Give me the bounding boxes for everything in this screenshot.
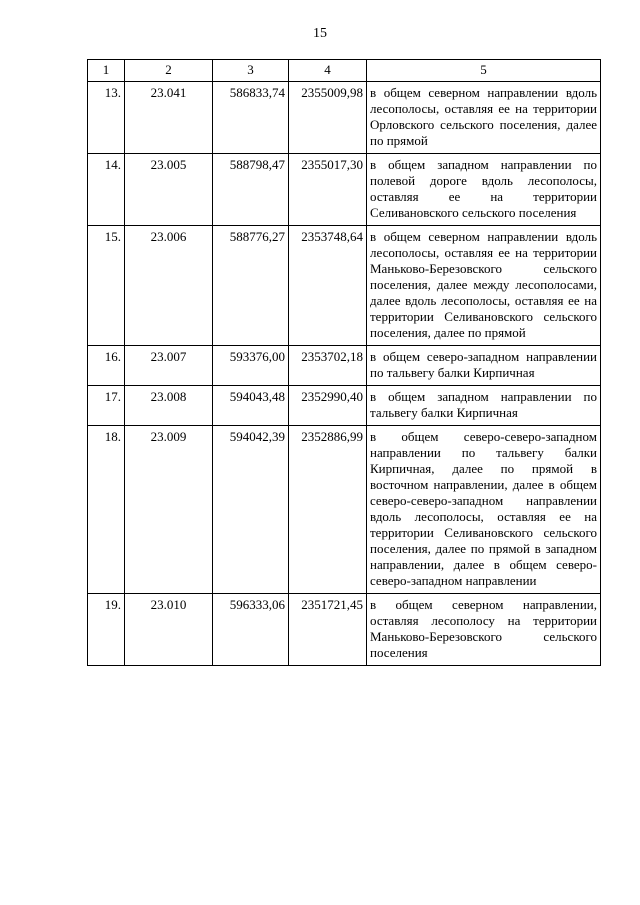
point-id: 23.009	[125, 426, 213, 594]
table-row	[88, 82, 601, 154]
row-number: 18.	[88, 426, 125, 594]
coordinate-y: 2353748,64	[289, 226, 367, 346]
point-id: 23.007	[125, 346, 213, 386]
boundary-description: в общем западном направлении по полевой дороге вдоль лесополосы, оставляя ее на территории Селивановского сельского поселения	[367, 154, 601, 226]
boundary-description: в общем северо-западном направлении по тальвегу балки Кирпичная	[367, 346, 601, 386]
row-number: 17.	[88, 386, 125, 426]
coordinate-x: 588776,27	[213, 226, 289, 346]
coordinate-y: 2355017,30	[289, 154, 367, 226]
table-row	[88, 386, 601, 426]
table-row	[88, 226, 601, 346]
point-id: 23.006	[125, 226, 213, 346]
boundary-description: в общем северном направлении вдоль лесополосы, оставляя ее на территории Маньково-Березовского сельского поселения, далее между лесополосами, далее вдоль лесополосы, оставляя ее на территории Селивановского сельского поселения, далее по прямой	[367, 226, 601, 346]
coordinate-x: 593376,00	[213, 346, 289, 386]
table-row	[88, 346, 601, 386]
column-header: 5	[367, 60, 601, 82]
coordinate-y: 2351721,45	[289, 594, 367, 666]
table-row	[88, 594, 601, 666]
boundary-description: в общем западном направлении по тальвегу балки Кирпичная	[367, 386, 601, 426]
coordinate-x: 596333,06	[213, 594, 289, 666]
coordinate-y: 2355009,98	[289, 82, 367, 154]
page-number: 15	[313, 26, 327, 41]
point-id: 23.010	[125, 594, 213, 666]
row-number: 14.	[88, 154, 125, 226]
table-header-row	[88, 60, 601, 82]
coordinate-x: 594043,48	[213, 386, 289, 426]
boundary-description: в общем северном направлении, оставляя лесополосу на территории Маньково-Березовского сельского поселения	[367, 594, 601, 666]
boundary-points-table	[87, 59, 601, 666]
column-header: 2	[125, 60, 213, 82]
coordinate-y: 2352886,99	[289, 426, 367, 594]
column-header: 4	[289, 60, 367, 82]
boundary-description: в общем северо-северо-западном направлении по тальвегу балки Кирпичная, далее по прямой в восточном направлении, далее в общем северо-северо-западном направлении вдоль лесополосы, оставляя ее на территории Селивановского сельского поселения, далее по прямой в западном направлении, далее в общем северо-северо-западном направлении	[367, 426, 601, 594]
table-row	[88, 154, 601, 226]
row-number: 13.	[88, 82, 125, 154]
coordinate-x: 586833,74	[213, 82, 289, 154]
point-id: 23.008	[125, 386, 213, 426]
point-id: 23.005	[125, 154, 213, 226]
row-number: 19.	[88, 594, 125, 666]
boundary-description: в общем северном направлении вдоль лесополосы, оставляя ее на территории Орловского сельского поселения, далее по прямой	[367, 82, 601, 154]
coordinate-y: 2352990,40	[289, 386, 367, 426]
row-number: 16.	[88, 346, 125, 386]
coordinate-x: 588798,47	[213, 154, 289, 226]
row-number: 15.	[88, 226, 125, 346]
point-id: 23.041	[125, 82, 213, 154]
column-header: 1	[88, 60, 125, 82]
coordinate-y: 2353702,18	[289, 346, 367, 386]
column-header: 3	[213, 60, 289, 82]
table-row	[88, 426, 601, 594]
coordinate-x: 594042,39	[213, 426, 289, 594]
